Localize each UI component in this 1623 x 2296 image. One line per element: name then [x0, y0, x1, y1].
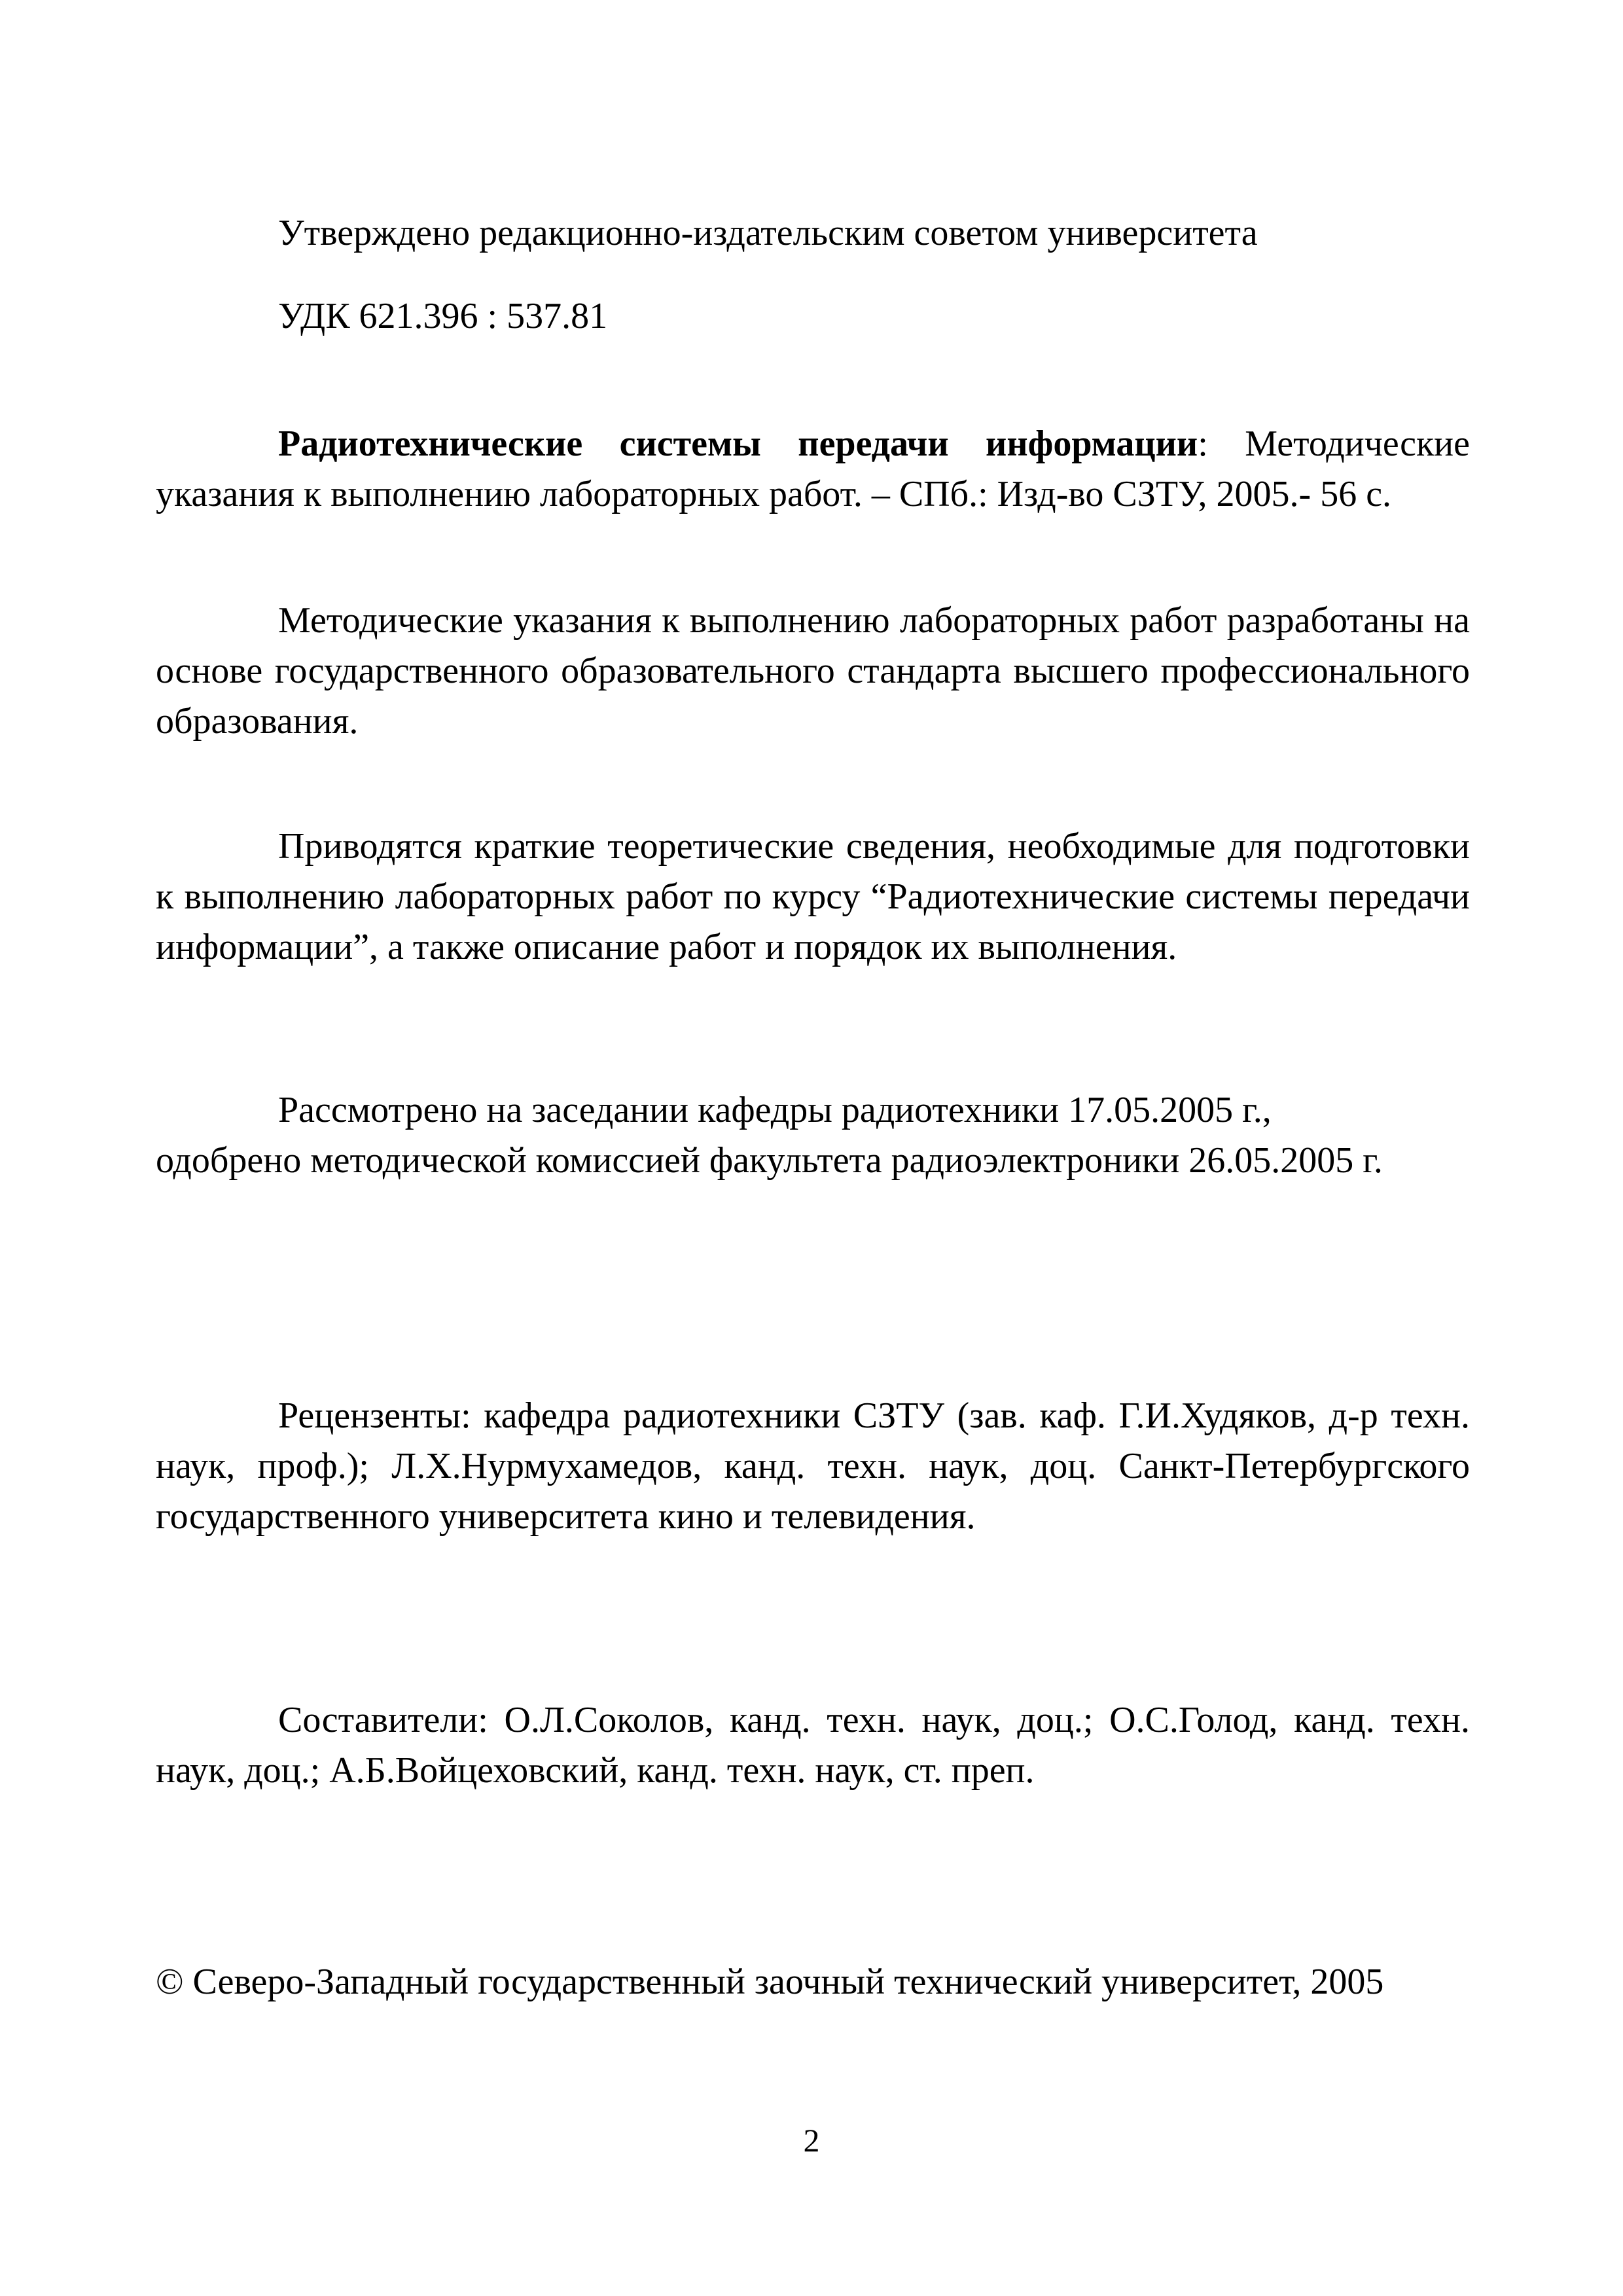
udc-code: УДК 621.396 : 537.81 — [278, 296, 608, 336]
standard-paragraph: Методические указания к выполнению лабораторных работ разработаны на основе государственного образовательного стандарта высшего профессионального образования. — [156, 600, 1470, 742]
review-line-1: Рассмотрено на заседании кафедры радиотехники 17.05.2005 г., — [278, 1090, 1272, 1130]
review-approval — [156, 1085, 1470, 1186]
reviewers-paragraph: Рецензенты: кафедра радиотехники СЗТУ (зав. каф. Г.И.Худяков, д-р техн. наук, проф.); Л.Х.Нурмухамедов, канд. техн. наук, доц. Санкт-Петербургского государственного университета кино и телевидения. — [156, 1395, 1470, 1537]
bibliographic-details: : Методические указания к выполнению лабораторных работ. – СПб.: Изд-во СЗТУ, 2005.- 56 с. — [156, 423, 1470, 514]
page-number: 2 — [803, 2122, 820, 2159]
approval-line: Утверждено редакционно-издательским советом университета — [278, 213, 1258, 253]
compilers-paragraph: Составители: О.Л.Соколов, канд. техн. наук, доц.; О.С.Голод, канд. техн. наук, доц.; А.Б.Войцеховский, канд. техн. наук, ст. преп. — [156, 1700, 1470, 1791]
bibliographic-entry — [156, 419, 1470, 520]
copyright-line: © Северо-Западный государственный заочный технический университет, 2005 — [156, 1962, 1384, 2002]
book-title: Радиотехнические системы передачи информации — [278, 423, 1198, 464]
summary-paragraph: Приводятся краткие теоретические сведения, необходимые для подготовки к выполнению лабораторных работ по курсу “Радиотехнические системы передачи информации”, а также описание работ и порядок их выполнения. — [156, 826, 1470, 967]
review-line-2: одобрено методической комиссией факультета радиоэлектроники 26.05.2005 г. — [156, 1140, 1383, 1181]
